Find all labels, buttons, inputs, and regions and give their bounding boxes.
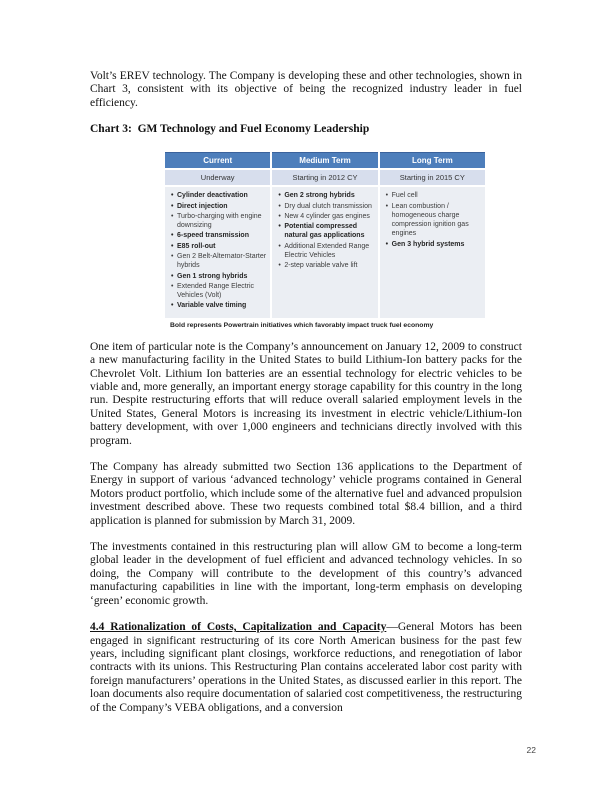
initiative-item: • Additional Extended Range Electric Vehicles (276, 242, 375, 261)
section-paragraph (90, 621, 522, 715)
chart3-heading: Chart 3: GM Technology and Fuel Economy Leadership (90, 123, 370, 136)
intro-paragraph: Volt’s EREV technology. The Company is developing these and other technologies, shown in Chart 3, consistent with its objective of being the recognized industry leader in fuel efficiency. (90, 70, 522, 109)
table-body-cell (165, 187, 270, 318)
initiative-item: • Direct injection (169, 202, 268, 211)
initiative-item: • 2-step variable valve lift (276, 261, 375, 270)
chart3-table-wrap (165, 152, 485, 329)
initiative-item: • Gen 2 Belt-Alternator-Starter hybrids (169, 252, 268, 271)
technology-table (165, 152, 485, 318)
initiative-list (276, 191, 375, 270)
initiative-item: • Fuel cell (384, 191, 483, 200)
table-header-cell: Medium Term (272, 152, 377, 168)
initiative-item: • 6-speed transmission (169, 231, 268, 240)
table-body-cell (272, 187, 377, 318)
table-footnote: Bold represents Powertrain initiatives which favorably impact truck fuel economy (170, 321, 434, 329)
initiative-item: • Gen 2 strong hybrids (276, 191, 375, 200)
initiative-item: • Variable valve timing (169, 301, 268, 310)
initiative-item: • Dry dual clutch transmission (276, 202, 375, 211)
paragraph: The Company has already submitted two Section 136 applications to the Department of Energy in support of various ‘advanced technology’ vehicle programs contained in General Motors product portfolio, which include some of the alternative fuel and advanced propulsion investment described above. These two requests combined total $8.4 billion, and a third application is planned for submission by March 31, 2009. (90, 461, 522, 527)
page-content (90, 70, 522, 728)
initiative-item: • Extended Range Electric Vehicles (Volt) (169, 282, 268, 301)
initiative-item: • New 4 cylinder gas engines (276, 212, 375, 221)
table-header-cell: Long Term (380, 152, 485, 168)
paragraph: The investments contained in this restructuring plan will allow GM to become a long-term global leader in the development of fuel efficient and advanced technology vehicles. In so doing, the Company will contribute to the development of this country’s advanced manufacturing capabilities in line with the important, long-term emphasis on developing ‘green’ economic growth. (90, 541, 522, 607)
initiative-item: • Lean combustion / homogeneous charge compression ignition gas engines (384, 202, 483, 239)
table-subheader-cell: Underway (165, 170, 270, 185)
table-header-cell: Current (165, 152, 270, 168)
initiative-list (384, 191, 483, 249)
section-heading: 4.4 Rationalization of Costs, Capitalization and Capacity (90, 621, 387, 634)
initiative-list (169, 191, 268, 311)
table-body-cell (380, 187, 485, 318)
page-number: 22 (526, 745, 536, 755)
table-subheader-cell: Starting in 2015 CY (380, 170, 485, 185)
initiative-item: • Gen 3 hybrid systems (384, 240, 483, 249)
paragraph: One item of particular note is the Company’s announcement on January 12, 2009 to construct a new manufacturing facility in the United States to build Lithium-Ion battery packs for the Chevrolet Volt. Lithium Ion batteries are an essential technology for electric vehicles to be viable and, more generally, an important energy storage capability for this country in the long run. Despite restructuring efforts that will reduce overall salaried employment levels in the United States, General Motors is increasing its investment in electric vehicle/Lithium-Ion battery development, with over 1,000 engineers and technicians directly involved with this program. (90, 340, 522, 447)
section-body-text: —General Motors has been engaged in significant restructuring of its core North American business for the past few years, including significant plant closings, workforce reductions, and renegotiation of labor contracts with its unions. This Restructuring Plan contains accelerated labor cost parity with foreign manufacturers’ operations in the United States, as discussed earlier in this report. The loan documents also require documentation of salaried cost competitiveness, the restructuring of the Company’s VEBA obligations, and a conversion (90, 621, 522, 714)
initiative-item: • Turbo-charging with engine downsizing (169, 212, 268, 231)
initiative-item: • Cylinder deactivation (169, 191, 268, 200)
initiative-item: • Potential compressed natural gas applications (276, 222, 375, 241)
initiative-item: • E85 roll-out (169, 242, 268, 251)
body-paragraphs (90, 341, 522, 608)
initiative-item: • Gen 1 strong hybrids (169, 272, 268, 281)
table-subheader-cell: Starting in 2012 CY (272, 170, 377, 185)
